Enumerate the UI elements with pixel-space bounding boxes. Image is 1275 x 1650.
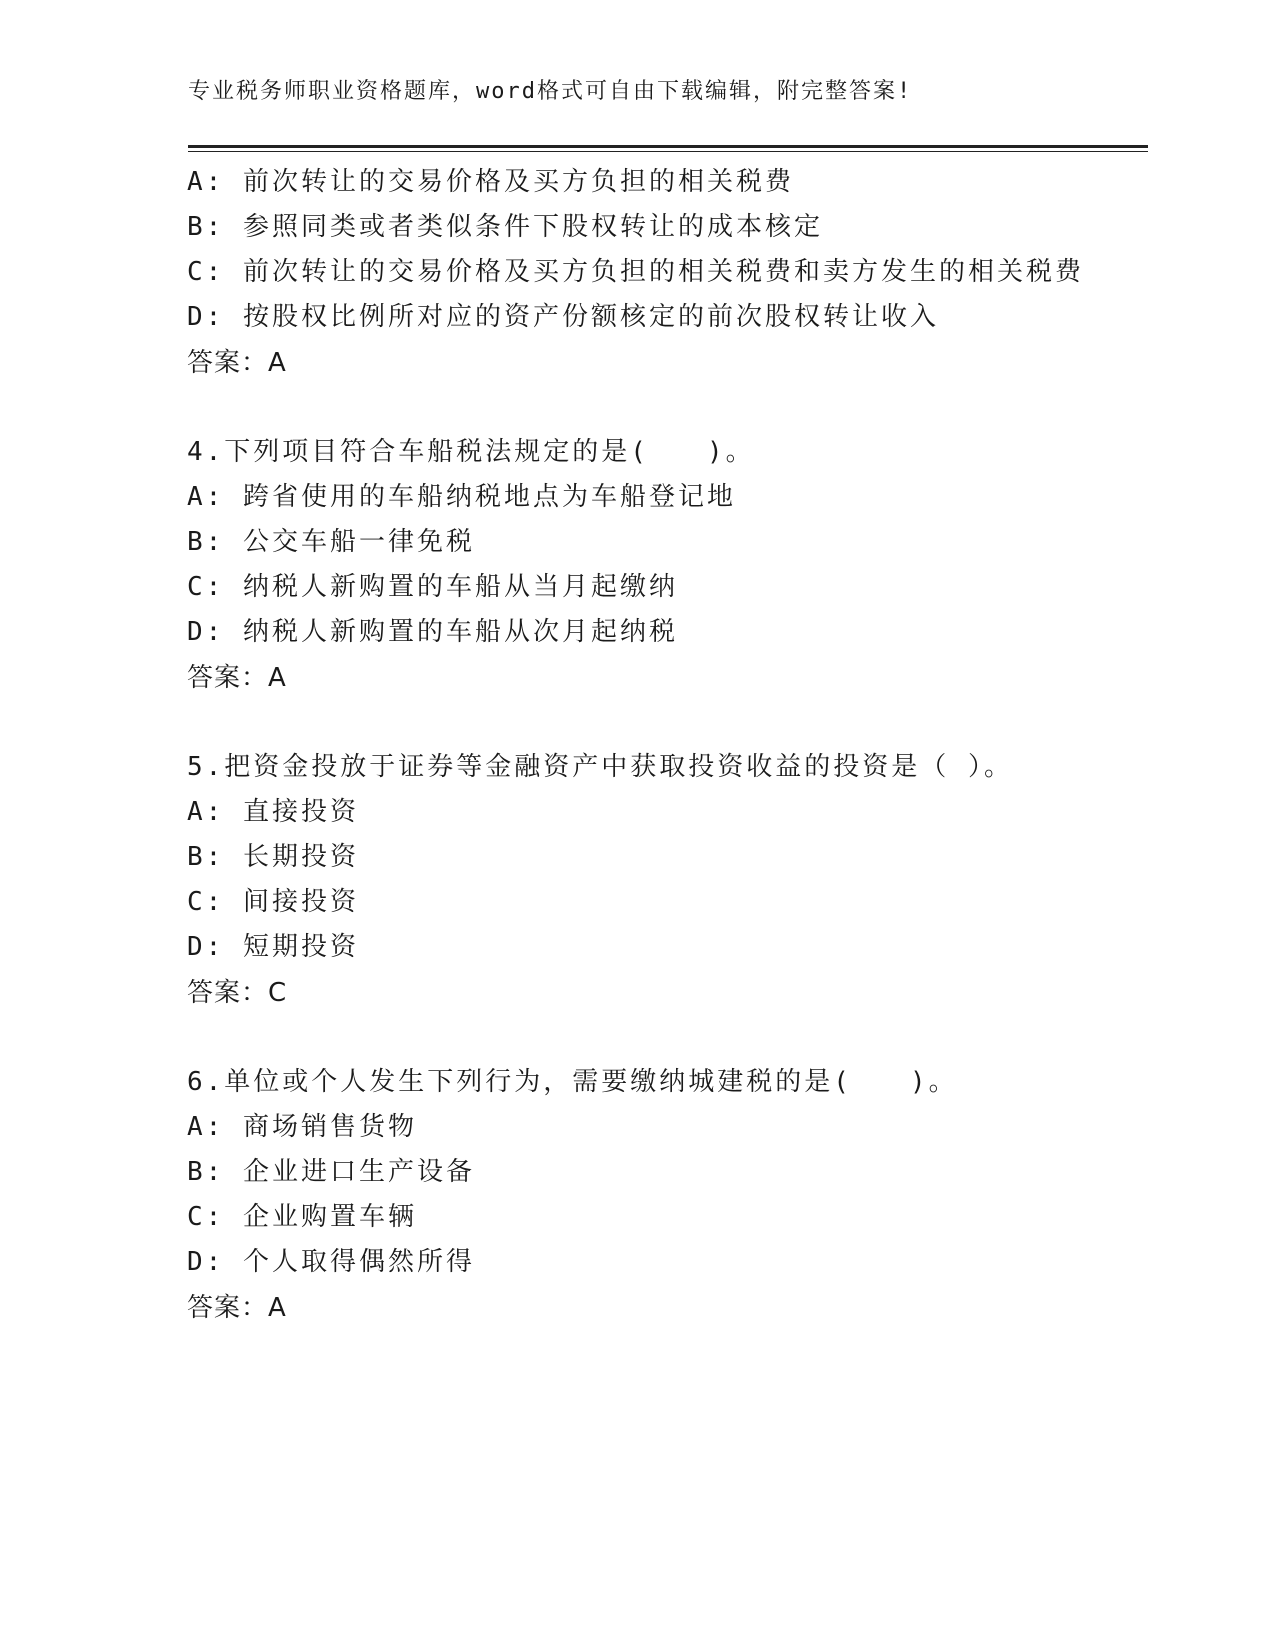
- question-block-4: [187, 430, 1147, 701]
- option-a: A: 跨省使用的车船纳税地点为车船登记地: [187, 482, 736, 512]
- answer: 答案：A: [187, 348, 287, 378]
- option-b: B: 企业进口生产设备: [187, 1157, 475, 1187]
- option-c: C: 企业购置车辆: [187, 1202, 417, 1232]
- question-title: 6.单位或个人发生下列行为，需要缴纳城建税的是( )。: [187, 1067, 958, 1097]
- question-list: [187, 160, 1147, 1331]
- option-c: C: 间接投资: [187, 887, 359, 917]
- option-a: A: 商场销售货物: [187, 1112, 417, 1142]
- option-a: A: 直接投资: [187, 797, 359, 827]
- header-rule-thick: [188, 145, 1148, 148]
- option-b: B: 公交车船一律免税: [187, 527, 475, 557]
- answer: 答案：A: [187, 663, 287, 693]
- answer: 答案：C: [187, 978, 288, 1008]
- question-block-5: [187, 745, 1147, 1016]
- option-d: D: 个人取得偶然所得: [187, 1247, 475, 1277]
- page-header: 专业税务师职业资格题库，word格式可自由下载编辑，附完整答案!: [188, 79, 913, 104]
- header-rule-thin: [188, 151, 1148, 152]
- question-block-6: [187, 1060, 1147, 1331]
- option-c: C: 前次转让的交易价格及买方负担的相关税费和卖方发生的相关税费: [187, 257, 1084, 287]
- option-a: A: 前次转让的交易价格及买方负担的相关税费: [187, 167, 794, 197]
- answer: 答案：A: [187, 1293, 287, 1323]
- option-c: C: 纳税人新购置的车船从当月起缴纳: [187, 572, 678, 602]
- option-d: D: 纳税人新购置的车船从次月起纳税: [187, 617, 678, 647]
- option-b: B: 参照同类或者类似条件下股权转让的成本核定: [187, 212, 823, 242]
- question-title: 4.下列项目符合车船税法规定的是( )。: [187, 437, 755, 467]
- option-d: D: 短期投资: [187, 932, 359, 962]
- option-d: D: 按股权比例所对应的资产份额核定的前次股权转让收入: [187, 302, 939, 332]
- question-title: 5.把资金投放于证券等金融资产中获取投资收益的投资是（ ）。: [187, 752, 1013, 782]
- option-b: B: 长期投资: [187, 842, 359, 872]
- question-block-3: [187, 160, 1147, 386]
